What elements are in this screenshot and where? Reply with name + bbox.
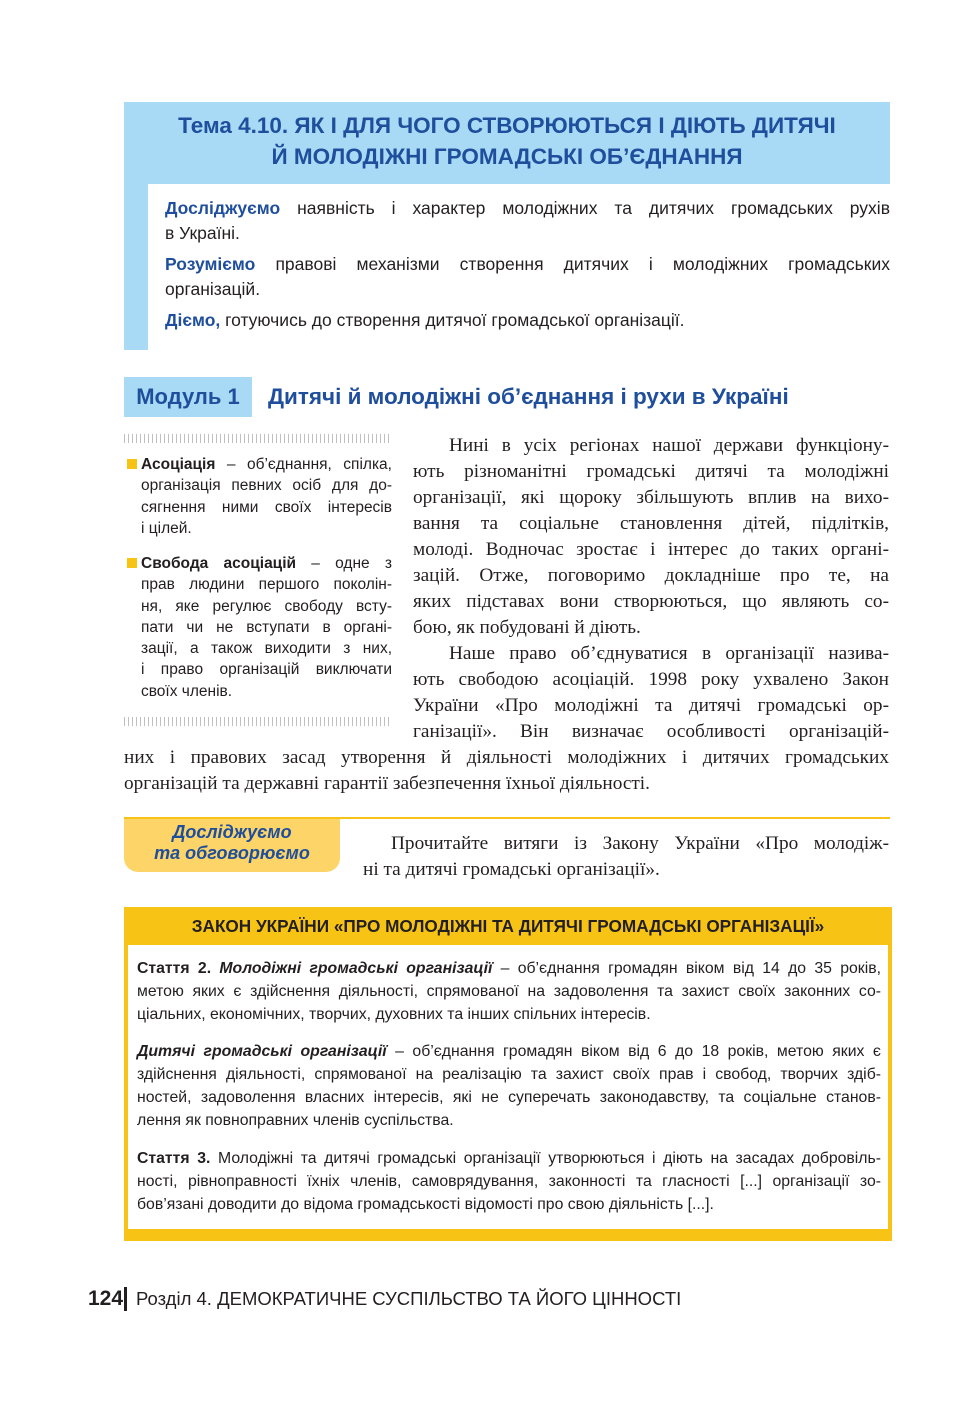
intro-act-keyword: Діємо, <box>165 310 221 330</box>
intro-explore-keyword: Досліджуємо <box>165 198 281 218</box>
intro-understand <box>165 252 890 277</box>
body-paragraph-line: України «Про молодіжні та дитячі громадські ор- <box>413 695 889 716</box>
topic-title-line-2: Й МОЛОДІЖНІ ГРОМАДСЬКІ ОБ’ЄДНАННЯ <box>271 144 743 169</box>
intro-explore-cont: в Україні. <box>165 223 240 243</box>
law-title: ЗАКОН УКРАЇНИ «ПРО МОЛОДІЖНІ ТА ДИТЯЧІ ГРОМАДСЬКІ ОРГАНІЗАЦІЇ» <box>191 916 825 936</box>
law-line: ностей, задоволення власних інтересів, які не суперечать законодавству, та соціальне станов- <box>137 1089 881 1106</box>
intro-act <box>165 308 890 333</box>
intro-act-text: готуючись до створення дитячої громадської організації. <box>220 310 685 330</box>
sidebar-bottom-divider <box>124 717 392 726</box>
law-article-2 <box>137 958 881 980</box>
glossary-line: – одне з <box>296 555 392 572</box>
body-paragraph-line: Нині в усіх регіонах нашої держави функціону- <box>449 435 889 456</box>
article-text: Молодіжні та дитячі громадські організації утворюються і діють на засадах добровіль- <box>210 1150 882 1167</box>
law-article-3 <box>137 1148 881 1170</box>
law-line: ціальних, економічних, творчих, духовних та інших спільних інтересів. <box>137 1006 651 1023</box>
glossary-line: пати чи не вступати в органі- <box>141 618 392 636</box>
bullet-square-icon <box>127 459 137 469</box>
glossary-line: сягнення ними своїх інтересів <box>141 498 392 516</box>
body-paragraph-line: них і правових засад утворення й діяльності молодіжних і дитячих громадських <box>124 747 889 768</box>
glossary-term: Асоціація <box>141 456 216 473</box>
topic-title-line-1: Тема 4.10. ЯК І ДЛЯ ЧОГО СТВОРЮЮТЬСЯ І ДІЮТЬ ДИТЯЧІ <box>178 113 836 138</box>
body-paragraph-line: організацій та державні гарантії забезпечення їхньої діяльності. <box>124 773 650 794</box>
glossary-line: – об’єднання, спілка, <box>215 456 392 473</box>
glossary-line: і цілей. <box>141 519 192 537</box>
article-text: – об’єднання громадян віком від 14 до 35 років, <box>492 960 882 977</box>
body-paragraph-line: ють свободою асоціацій. 1998 року ухвалено Закон <box>413 669 889 690</box>
glossary-line: прав людини першого поколін- <box>141 576 392 594</box>
module-label: Модуль 1 <box>124 377 252 417</box>
section-title: Розділ 4. ДЕМОКРАТИЧНЕ СУСПІЛЬСТВО ТА ЙОГО ЦІННОСТІ <box>136 1288 682 1309</box>
intro-accent-bar <box>124 184 148 350</box>
glossary-line: і право організацій виключати <box>141 661 392 679</box>
glossary-line: організація певних осіб для до- <box>141 477 392 495</box>
article-label: Стаття 3. <box>137 1150 211 1167</box>
law-children-orgs <box>137 1041 881 1063</box>
page-number: 124 <box>88 1287 124 1310</box>
intro-explore-text: наявність і характер молодіжних та дитячих громадських рухів <box>280 198 890 218</box>
body-paragraph-line: молоді. Водночас зростає і інтерес до таких органі- <box>413 539 889 560</box>
article-term: Дитячі громадські організації <box>137 1043 387 1060</box>
law-line: ності, рівноправності їхніх членів, самоврядування, законності та гласності [...] організації зо- <box>137 1173 881 1190</box>
sidebar-top-divider <box>124 434 392 443</box>
glossary-term: Свобода асоціацій <box>141 555 297 572</box>
glossary-line: своїх членів. <box>141 682 233 700</box>
law-line: лення як повноправних членів суспільства. <box>137 1112 454 1129</box>
module-title: Дитячі й молодіжні об’єднання і рухи в Україні <box>268 384 789 409</box>
intro-understand-keyword: Розуміємо <box>165 254 256 274</box>
bullet-square-icon <box>127 558 137 568</box>
body-paragraph-line: ганізації». Він визначає особливості організацій- <box>413 721 889 742</box>
body-paragraph-line: бою, як побудовані й діють. <box>413 617 641 638</box>
glossary-line: ня, яке регулює свободу всту- <box>141 597 392 615</box>
intro-understand-text: правові механізми створення дитячих і молодіжних громадських <box>255 254 890 274</box>
law-line: здійснення діяльності, спрямованої на реалізацію та захист своїх прав і свобод, творчих здіб- <box>137 1066 881 1083</box>
glossary-item-freedom-of-association <box>141 553 392 702</box>
topic-title <box>124 110 890 172</box>
body-paragraph-line: зацій. Отже, поговоримо докладніше про те, на <box>413 565 889 586</box>
footer-separator <box>124 1287 127 1311</box>
explore-instruction: Прочитайте витяги із Закону України «Про молодіж- <box>391 833 889 854</box>
explore-discuss-badge <box>124 819 340 872</box>
explore-badge-line-2: та обговорюємо <box>154 843 310 863</box>
explore-instruction-cont: ні та дитячі громадські організації». <box>363 859 660 880</box>
glossary-item-association <box>141 454 392 539</box>
body-paragraph-line: ють різноманітні громадські дитячі та молодіжні <box>413 461 889 482</box>
law-line: метою яких є здійснення діяльності, спрямованої на задоволення та захист своїх законних со- <box>137 983 881 1000</box>
explore-badge-line-1: Досліджуємо <box>172 822 292 842</box>
article-text: – об’єднання громадян віком від 6 до 18 років, метою яких є <box>386 1043 881 1060</box>
article-term: Молодіжні громадські організації <box>219 960 493 977</box>
law-line: бов’язані доводити до відома громадськості відомості про свою діяльність [...]. <box>137 1196 714 1213</box>
body-paragraph-line: яких підставах вони створюються, що являють со- <box>413 591 889 612</box>
intro-understand-cont: організацій. <box>165 279 261 299</box>
glossary-line: зації, а також виходити з них, <box>141 640 392 658</box>
article-label: Стаття 2. <box>137 960 212 977</box>
body-paragraph-line: Наше право об’єднуватися в організації назива- <box>449 643 889 664</box>
body-paragraph-line: організації, які щороку збільшують вплив на вихо- <box>413 487 889 508</box>
body-paragraph-line: вання та соціальне становлення дітей, підлітків, <box>413 513 889 534</box>
intro-explore <box>165 196 890 221</box>
